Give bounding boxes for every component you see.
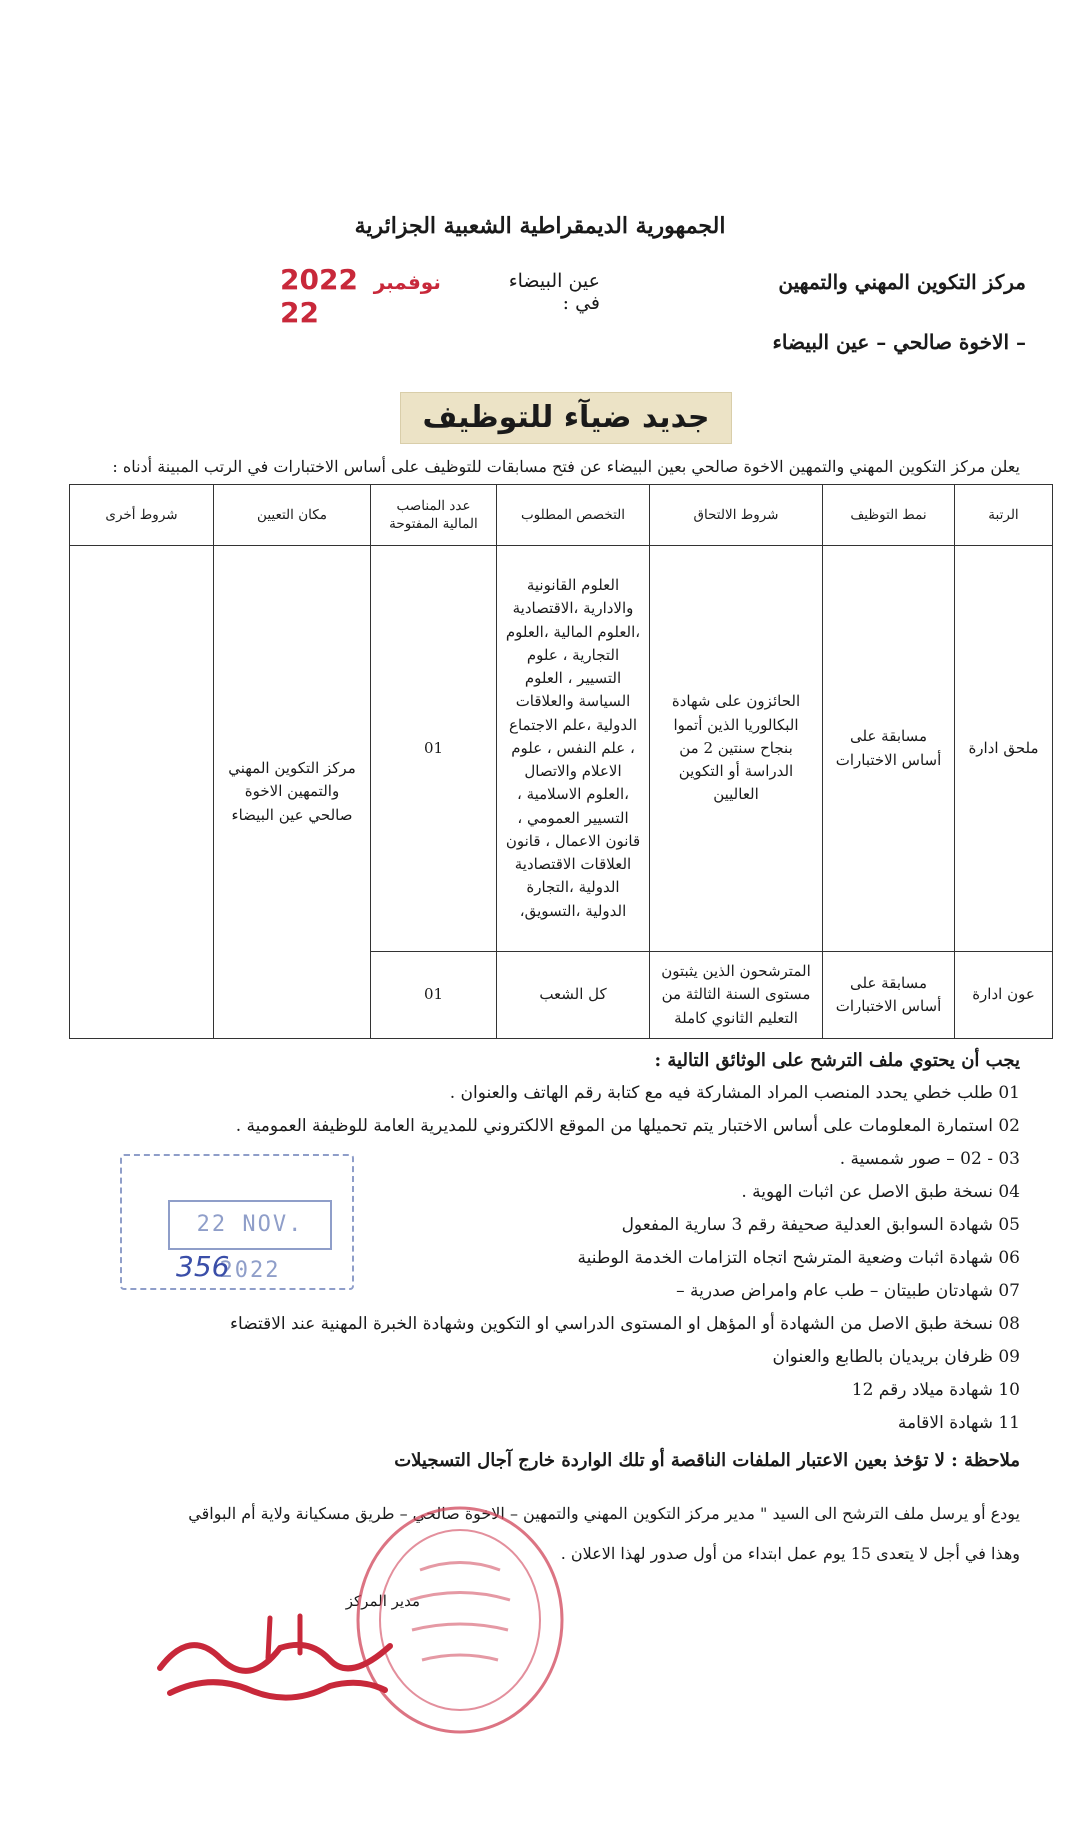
list-item: 09 ظرفان بريديان بالطابع والعنوان xyxy=(772,1347,1020,1367)
cell-conditions: المترشحون الذين يثبتون مستوى السنة الثالثة من التعليم الثانوي كاملة xyxy=(650,952,823,1039)
deposit-line: وهذا في أجل لا يتعدى 15 يوم عمل ابتداء من أول صدور لهذا الاعلان . xyxy=(560,1544,1020,1563)
republic-title: الجمهورية الديمقراطية الشعبية الجزائرية xyxy=(354,213,726,239)
list-item: 05 شهادة السوابق العدلية صحيفة رقم 3 سارية المفعول xyxy=(621,1215,1020,1235)
recruitment-banner: جديد ضيآء للتوظيف xyxy=(400,392,732,444)
cell-rank: ملحق ادارة xyxy=(955,546,1053,952)
list-item: 07 شهادتان طبيتان – طب عام وامراض صدرية – xyxy=(676,1281,1020,1301)
cell-positions: 01 xyxy=(371,546,497,952)
header-positions: عدد المناصب المالية المفتوحة xyxy=(371,485,497,546)
deposit-line: يودع أو يرسل ملف الترشح الى السيد " مدير مركز التكوين المهني والتمهين – الاخوة صالحي – طريق مسكيانة ولاية أم البواقي xyxy=(188,1504,1020,1523)
header-conditions: شروط الالتحاق xyxy=(650,485,823,546)
handwritten-date xyxy=(280,263,490,329)
header-rank: الرتبة xyxy=(955,485,1053,546)
list-item: 04 نسخة طبق الاصل عن اثبات الهوية . xyxy=(741,1182,1020,1202)
signature-icon xyxy=(150,1598,400,1708)
documents-heading: يجب أن يحتوي ملف الترشح على الوثائق التالية : xyxy=(654,1050,1020,1071)
date-label: عين البيضاء في : xyxy=(508,270,600,314)
date-month: نوفمبر xyxy=(373,270,441,294)
cell-mode: مسابقة على أساس الاختبارات xyxy=(823,546,955,952)
note: ملاحظة : لا تؤخذ بعين الاعتبار الملفات الناقصة أو تلك الواردة خارج آجال التسجيلات xyxy=(394,1450,1020,1471)
list-item: 01 طلب خطي يحدد المنصب المراد المشاركة فيه مع كتابة رقم الهاتف والعنوان . xyxy=(449,1083,1020,1103)
list-item: 02 استمارة المعلومات على أساس الاختبار يتم تحميلها من الموقع الالكتروني للمديرية العامة للوظيفة العمومية . xyxy=(235,1116,1020,1136)
list-item: 10 شهادة ميلاد رقم 12 xyxy=(851,1380,1020,1400)
center-name: مركز التكوين المهني والتمهين xyxy=(778,270,1026,294)
date-year: 2022 xyxy=(280,263,358,296)
received-stamp-number: 356 xyxy=(176,1250,230,1283)
table-header-row xyxy=(70,485,1053,546)
announcement-intro: يعلن مركز التكوين المهني والتمهين الاخوة صالحي بعين البيضاء عن فتح مسابقات للتوظيف على أساس الاختبارات في الرتب المبينة أدناه : xyxy=(112,457,1020,476)
cell-positions: 01 xyxy=(371,952,497,1039)
header-specialty: التخصص المطلوب xyxy=(497,485,650,546)
list-item: 11 شهادة الاقامة xyxy=(897,1413,1020,1433)
table-row xyxy=(70,546,1053,952)
header-place: مكان التعيين xyxy=(214,485,371,546)
cell-conditions: الحائزون على شهادة البكالوريا الذين أتموا بنجاح سنتين 2 من الدراسة أو التكوين العاليين xyxy=(650,546,823,952)
cell-specialty: العلوم القانونية والادارية ،الاقتصادية ،العلوم المالية ،العلوم التجارية ، علوم التسيير ، العلوم السياسة والعلاقات الدولية ،علم الاجتماع ، علم النفس ، علوم الاعلام والاتصال ،العلوم الاسلامية ، التسيير العمومي ، قانون الاعمال ، قانون العلاقات الاقتصادية الدولية ،التجارة الدولية ،التسويق، xyxy=(497,546,650,952)
list-item: 03 - 02 – صور شمسية . xyxy=(839,1149,1020,1169)
positions-table xyxy=(69,484,1053,1039)
cell-mode: مسابقة على أساس الاختبارات xyxy=(823,952,955,1039)
center-address: – الاخوة صالحي – عين البيضاء xyxy=(772,330,1026,354)
list-item: 06 شهادة اثبات وضعية المترشح اتجاه التزامات الخدمة الوطنية xyxy=(577,1248,1020,1268)
header-other: شروط أخرى xyxy=(70,485,214,546)
header-mode: نمط التوظيف xyxy=(823,485,955,546)
cell-place: مركز التكوين المهني والتمهين الاخوة صالحي عين البيضاء xyxy=(214,546,371,1039)
cell-other xyxy=(70,546,214,1039)
cell-rank: عون ادارة xyxy=(955,952,1053,1039)
list-item: 08 نسخة طبق الاصل من الشهادة أو المؤهل او المستوى الدراسي او التكوين وشهادة الخبرة المهنية عند الاقتضاء xyxy=(230,1314,1020,1334)
cell-specialty: كل الشعب xyxy=(497,952,650,1039)
director-label: مدير المركز xyxy=(345,1592,420,1610)
received-stamp-date: 22 NOV. 2022 xyxy=(168,1200,332,1250)
date-day: 22 xyxy=(280,296,319,329)
